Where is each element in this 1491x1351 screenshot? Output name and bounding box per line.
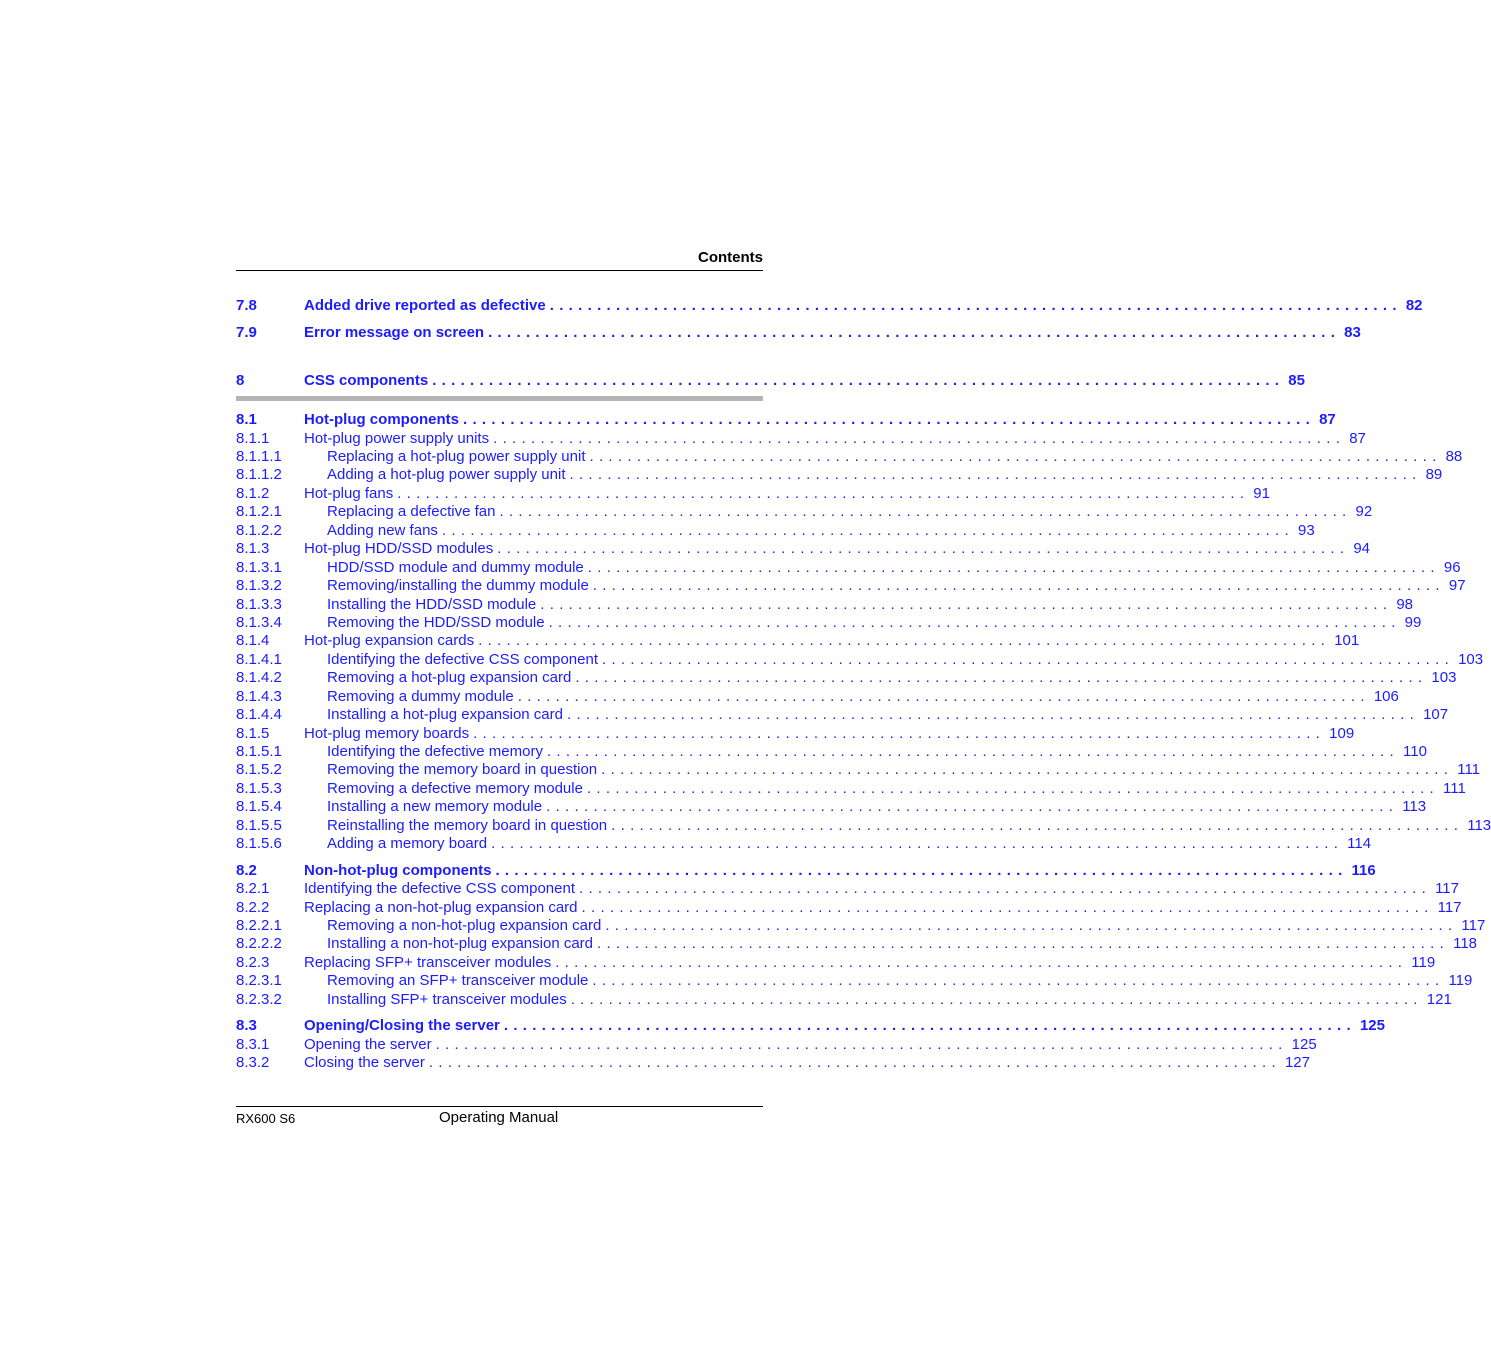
toc-page-number: 83	[1344, 324, 1361, 341]
toc-page-number: 113	[1402, 798, 1427, 815]
toc-title-line	[327, 559, 1461, 577]
toc-page-number: 111	[1443, 780, 1466, 797]
toc-page-number: 87	[1349, 430, 1366, 447]
toc-page-number: 85	[1288, 372, 1305, 389]
toc-dot-leader: ..........................................................................................	[503, 1017, 1356, 1034]
toc-section-number: 8.1	[236, 411, 257, 428]
toc-entry[interactable]	[236, 559, 1461, 577]
toc-entry[interactable]	[236, 743, 1427, 761]
toc-section-title: Installing a non-hot-plug expansion card	[327, 935, 597, 953]
toc-entry[interactable]	[236, 430, 1366, 448]
toc-title-line	[327, 706, 1449, 724]
toc-title-line	[327, 651, 1484, 669]
toc-page-number: 116	[1351, 862, 1376, 879]
toc-entry[interactable]	[236, 725, 1355, 743]
toc-section-title: Replacing a defective fan	[327, 503, 499, 521]
toc-entry[interactable]	[236, 614, 1422, 632]
toc-entry[interactable]	[236, 1017, 1385, 1035]
toc-entry[interactable]	[236, 372, 1305, 390]
toc-dot-leader: ..........................................................................................	[493, 430, 1346, 447]
toc-entry[interactable]	[236, 761, 1481, 779]
toc-page-number: 98	[1396, 596, 1414, 613]
toc-title-line	[304, 485, 1270, 503]
toc-section-number: 8.2.2.1	[236, 917, 282, 934]
toc-dot-leader: ..........................................................................................	[435, 1036, 1288, 1053]
toc-title-line	[327, 448, 1463, 466]
toc-title-line	[304, 1054, 1310, 1072]
toc-entry[interactable]	[236, 596, 1414, 614]
toc-title-line	[304, 324, 1361, 342]
toc-dot-leader: ..........................................................................................	[540, 596, 1393, 613]
toc-section-number: 8.1.3.4	[236, 614, 282, 631]
toc-section-title: Reinstalling the memory board in question	[327, 817, 611, 835]
toc-section-title: Removing a defective memory module	[327, 780, 587, 798]
toc-section-number: 8.3.2	[236, 1054, 270, 1071]
toc-section-number: 8.1.4.2	[236, 669, 282, 686]
toc-section-title: HDD/SSD module and dummy module	[327, 559, 588, 577]
footer-manual-title: Operating Manual	[439, 1109, 559, 1126]
toc-page-number: 109	[1329, 725, 1355, 742]
toc-dot-leader: ..........................................................................................	[491, 835, 1344, 852]
toc-title-line	[327, 688, 1399, 706]
toc-dot-leader: ..........................................................................................	[499, 503, 1352, 520]
toc-page-number: 107	[1423, 706, 1449, 723]
toc-section-number: 8.1.3.3	[236, 596, 282, 613]
toc-entry[interactable]	[236, 1036, 1317, 1054]
toc-section-number: 8.1.5.3	[236, 780, 282, 797]
toc-dot-leader: ..........................................................................................	[517, 688, 1370, 705]
toc-section-title: Hot-plug memory boards	[304, 725, 473, 743]
toc-entry[interactable]	[236, 503, 1373, 521]
toc-dot-leader: ..........................................................................................	[586, 780, 1440, 797]
toc-dot-leader: ..........................................................................................	[546, 798, 1399, 815]
toc-section-number: 8.3	[236, 1017, 257, 1034]
toc-section-title: Removing a non-hot-plug expansion card	[327, 917, 605, 935]
toc-page-number: 93	[1298, 522, 1315, 539]
toc-entry[interactable]	[236, 411, 1336, 429]
toc-section-title: Removing/installing the dummy module	[327, 577, 593, 595]
toc-section-number: 8.1.3.2	[236, 577, 282, 594]
toc-section-title: Opening/Closing the server	[304, 1017, 504, 1035]
toc-section-title: Non-hot-plug components	[304, 862, 495, 880]
toc-dot-leader: ..........................................................................................	[575, 669, 1428, 686]
toc-entry[interactable]	[236, 817, 1491, 835]
toc-section-title: Removing the memory board in question	[327, 761, 601, 779]
toc-page-number: 88	[1445, 448, 1463, 465]
toc-dot-leader: ..........................................................................................	[570, 991, 1423, 1008]
toc-section-title: Identifying the defective memory	[327, 743, 547, 761]
toc-section-number: 8.1.3.1	[236, 559, 282, 576]
toc-title-line	[304, 862, 1376, 880]
toc-dot-leader: ..........................................................................................	[555, 954, 1408, 971]
toc-section-title: Error message on screen	[304, 324, 488, 342]
toc-page-number: 106	[1373, 688, 1399, 705]
toc-page-number: 89	[1425, 466, 1443, 483]
toc-page-number: 125	[1291, 1036, 1317, 1053]
toc-dot-leader: ..........................................................................................	[428, 1054, 1281, 1071]
toc-section-title: Hot-plug fans	[304, 485, 397, 503]
toc-section-title: Installing the HDD/SSD module	[327, 596, 540, 614]
toc-title-line	[304, 899, 1462, 917]
toc-section-number: 8.1.4.1	[236, 651, 282, 668]
toc-entry[interactable]	[236, 780, 1466, 798]
toc-section-number: 8.1.2.1	[236, 503, 282, 520]
toc-title-line	[327, 743, 1427, 761]
toc-entry[interactable]	[236, 972, 1473, 990]
toc-section-title: Adding a memory board	[327, 835, 491, 853]
toc-page-number: 114	[1347, 835, 1372, 852]
toc-section-title: Hot-plug components	[304, 411, 463, 429]
toc-dot-leader: ..........................................................................................	[441, 522, 1294, 539]
toc-section-title: Identifying the defective CSS component	[327, 651, 602, 669]
toc-title-line	[304, 1036, 1317, 1054]
toc-dot-leader: ..........................................................................................	[579, 880, 1432, 897]
toc-section-title: Added drive reported as defective	[304, 297, 550, 315]
toc-section-number: 8.1.1.1	[236, 448, 282, 465]
toc-page-number: 117	[1435, 880, 1459, 897]
toc-page-number: 97	[1448, 577, 1466, 594]
toc-entry[interactable]	[236, 324, 1361, 342]
toc-title-line	[327, 780, 1466, 798]
toc-section-number: 8.2.3.2	[236, 991, 282, 1008]
toc-page-number: 119	[1411, 954, 1436, 971]
toc-title-line	[327, 614, 1422, 632]
toc-entry[interactable]	[236, 1054, 1310, 1072]
toc-title-line	[327, 991, 1452, 1009]
toc-title-line	[304, 372, 1305, 390]
footer-product: RX600 S6	[236, 1111, 296, 1126]
toc-page-number: 125	[1359, 1017, 1385, 1034]
toc-dot-leader: ..........................................................................................	[567, 706, 1420, 723]
toc-page-number: 96	[1443, 559, 1461, 576]
toc-dot-leader: ..........................................................................................	[462, 411, 1316, 428]
toc-title-line	[327, 596, 1414, 614]
toc-entry[interactable]	[236, 917, 1486, 935]
toc-entry[interactable]	[236, 899, 1462, 917]
toc-dot-leader: ..........................................................................................	[592, 972, 1445, 989]
toc-title-line	[327, 817, 1491, 835]
toc-page-number: 111	[1457, 761, 1481, 778]
toc-section-title: Hot-plug HDD/SSD modules	[304, 540, 497, 558]
toc-section-number: 8.2.1	[236, 880, 270, 897]
toc-page-number: 101	[1334, 632, 1360, 649]
toc-dot-leader: ..........................................................................................	[488, 324, 1341, 341]
toc-dot-leader: ..........................................................................................	[495, 862, 1348, 879]
toc-dot-leader: ..........................................................................................	[548, 614, 1401, 631]
toc-entry[interactable]	[236, 448, 1463, 466]
toc-section-number: 8	[236, 372, 245, 389]
header-rule	[236, 270, 763, 271]
toc-entry[interactable]	[236, 991, 1452, 1009]
toc-page-number: 82	[1405, 297, 1423, 314]
toc-page-number: 87	[1319, 411, 1336, 428]
page-header-title: Contents	[698, 249, 763, 266]
toc-entry[interactable]	[236, 577, 1466, 595]
toc-section-number: 8.1.4.4	[236, 706, 282, 723]
toc-entry[interactable]	[236, 669, 1457, 687]
toc-section-title: Adding new fans	[327, 522, 442, 540]
toc-page-number: 92	[1355, 503, 1373, 520]
toc-title-line	[304, 540, 1371, 558]
toc-dot-leader: ..........................................................................................	[473, 725, 1326, 742]
toc-title-line	[327, 503, 1373, 521]
toc-entry[interactable]	[236, 466, 1443, 484]
toc-section-title: Installing SFP+ transceiver modules	[327, 991, 571, 1009]
toc-dot-leader: ..........................................................................................	[581, 899, 1434, 916]
toc-title-line	[304, 1017, 1385, 1035]
toc-title-line	[304, 880, 1459, 898]
toc-title-line	[327, 798, 1427, 816]
toc-page-number: 113	[1467, 817, 1491, 834]
toc-dot-leader: ..........................................................................................	[589, 448, 1442, 465]
toc-section-number: 8.1.5	[236, 725, 270, 742]
toc-section-number: 8.1.5.2	[236, 761, 282, 778]
toc-page-number: 117	[1437, 899, 1462, 916]
toc-section-title: Replacing SFP+ transceiver modules	[304, 954, 555, 972]
toc-entry[interactable]	[236, 798, 1427, 816]
toc-entry[interactable]	[236, 954, 1436, 972]
toc-dot-leader: ..........................................................................................	[601, 761, 1454, 778]
toc-section-title: CSS components	[304, 372, 432, 390]
toc-section-number: 8.1.4.3	[236, 688, 282, 705]
toc-section-number: 8.2.2	[236, 899, 270, 916]
toc-entry[interactable]	[236, 862, 1376, 880]
toc-section-number: 8.3.1	[236, 1036, 270, 1053]
toc-dot-leader: ..........................................................................................	[597, 935, 1450, 952]
toc-title-line	[327, 761, 1481, 779]
toc-title-line	[304, 430, 1366, 448]
toc-section-title: Closing the server	[304, 1054, 429, 1072]
toc-section-number: 8.2	[236, 862, 257, 879]
toc-page-number: 117	[1461, 917, 1486, 934]
toc-page-number: 94	[1353, 540, 1371, 557]
chapter-divider	[236, 396, 763, 401]
toc-section-number: 8.2.3	[236, 954, 270, 971]
toc-section-number: 8.1.1	[236, 430, 270, 447]
toc-section-title: Identifying the defective CSS component	[304, 880, 579, 898]
toc-dot-leader: ..........................................................................................	[497, 540, 1350, 557]
toc-section-number: 8.1.4	[236, 632, 270, 649]
toc-title-line	[327, 972, 1473, 990]
toc-dot-leader: ..........................................................................................	[602, 651, 1455, 668]
toc-section-number: 8.1.5.4	[236, 798, 282, 815]
toc-section-number: 8.1.5.5	[236, 817, 282, 834]
toc-section-title: Opening the server	[304, 1036, 436, 1054]
toc-page-number: 118	[1453, 935, 1478, 952]
toc-entry[interactable]	[236, 632, 1360, 650]
toc-page-number: 127	[1284, 1054, 1310, 1071]
toc-dot-leader: ..........................................................................................	[605, 917, 1458, 934]
toc-page-number: 119	[1448, 972, 1473, 989]
toc-title-line	[327, 917, 1486, 935]
toc-page-number: 103	[1458, 651, 1484, 668]
toc-page-number: 99	[1404, 614, 1422, 631]
footer-rule	[236, 1106, 763, 1107]
toc-section-number: 7.8	[236, 297, 257, 314]
toc-page-number: 103	[1431, 669, 1457, 686]
toc-title-line	[304, 954, 1436, 972]
toc-entry[interactable]	[236, 485, 1270, 503]
toc-dot-leader: ..........................................................................................	[587, 559, 1440, 576]
toc-section-title: Replacing a hot-plug power supply unit	[327, 448, 590, 466]
toc-entry[interactable]	[236, 297, 1423, 315]
toc-dot-leader: ..........................................................................................	[546, 743, 1400, 760]
toc-entry[interactable]	[236, 540, 1371, 558]
toc-title-line	[304, 297, 1423, 315]
toc-title-line	[327, 935, 1478, 953]
toc-section-number: 8.1.5.6	[236, 835, 282, 852]
toc-page	[236, 0, 1491, 1351]
toc-title-line	[327, 835, 1372, 853]
toc-page-number: 91	[1253, 485, 1270, 502]
toc-section-number: 8.2.3.1	[236, 972, 282, 989]
toc-dot-leader: ..........................................................................................	[397, 485, 1250, 502]
toc-section-title: Removing a hot-plug expansion card	[327, 669, 575, 687]
toc-section-title: Removing the HDD/SSD module	[327, 614, 549, 632]
toc-entry[interactable]	[236, 935, 1478, 953]
toc-dot-leader: ..........................................................................................	[478, 632, 1331, 649]
toc-section-title: Installing a new memory module	[327, 798, 546, 816]
toc-section-number: 8.1.2.2	[236, 522, 282, 539]
toc-section-number: 8.1.3	[236, 540, 270, 557]
toc-entry[interactable]	[236, 651, 1484, 669]
toc-dot-leader: ..........................................................................................	[549, 297, 1402, 314]
toc-section-title: Removing an SFP+ transceiver module	[327, 972, 592, 990]
toc-title-line	[304, 411, 1336, 429]
toc-section-number: 8.1.2	[236, 485, 270, 502]
toc-entry[interactable]	[236, 706, 1449, 724]
toc-section-title: Hot-plug expansion cards	[304, 632, 478, 650]
toc-section-title: Installing a hot-plug expansion card	[327, 706, 567, 724]
toc-title-line	[327, 522, 1315, 540]
toc-dot-leader: ..........................................................................................	[432, 372, 1285, 389]
toc-section-title: Hot-plug power supply units	[304, 430, 493, 448]
toc-page-number: 110	[1403, 743, 1427, 760]
toc-entry[interactable]	[236, 880, 1459, 898]
toc-dot-leader: ..........................................................................................	[592, 577, 1445, 594]
toc-section-title: Replacing a non-hot-plug expansion card	[304, 899, 582, 917]
toc-section-number: 8.2.2.2	[236, 935, 282, 952]
toc-entry[interactable]	[236, 688, 1399, 706]
toc-section-number: 8.1.1.2	[236, 466, 282, 483]
toc-title-line	[327, 577, 1466, 595]
toc-page-number: 121	[1426, 991, 1452, 1008]
toc-section-number: 8.1.5.1	[236, 743, 282, 760]
toc-dot-leader: ..........................................................................................	[611, 817, 1464, 834]
toc-title-line	[327, 466, 1443, 484]
toc-entry[interactable]	[236, 522, 1315, 540]
toc-title-line	[304, 725, 1355, 743]
toc-entry[interactable]	[236, 835, 1372, 853]
toc-section-number: 7.9	[236, 324, 257, 341]
toc-section-title: Removing a dummy module	[327, 688, 518, 706]
toc-title-line	[327, 669, 1457, 687]
toc-section-title: Adding a hot-plug power supply unit	[327, 466, 570, 484]
toc-title-line	[304, 632, 1360, 650]
toc-dot-leader: ..........................................................................................	[569, 466, 1422, 483]
